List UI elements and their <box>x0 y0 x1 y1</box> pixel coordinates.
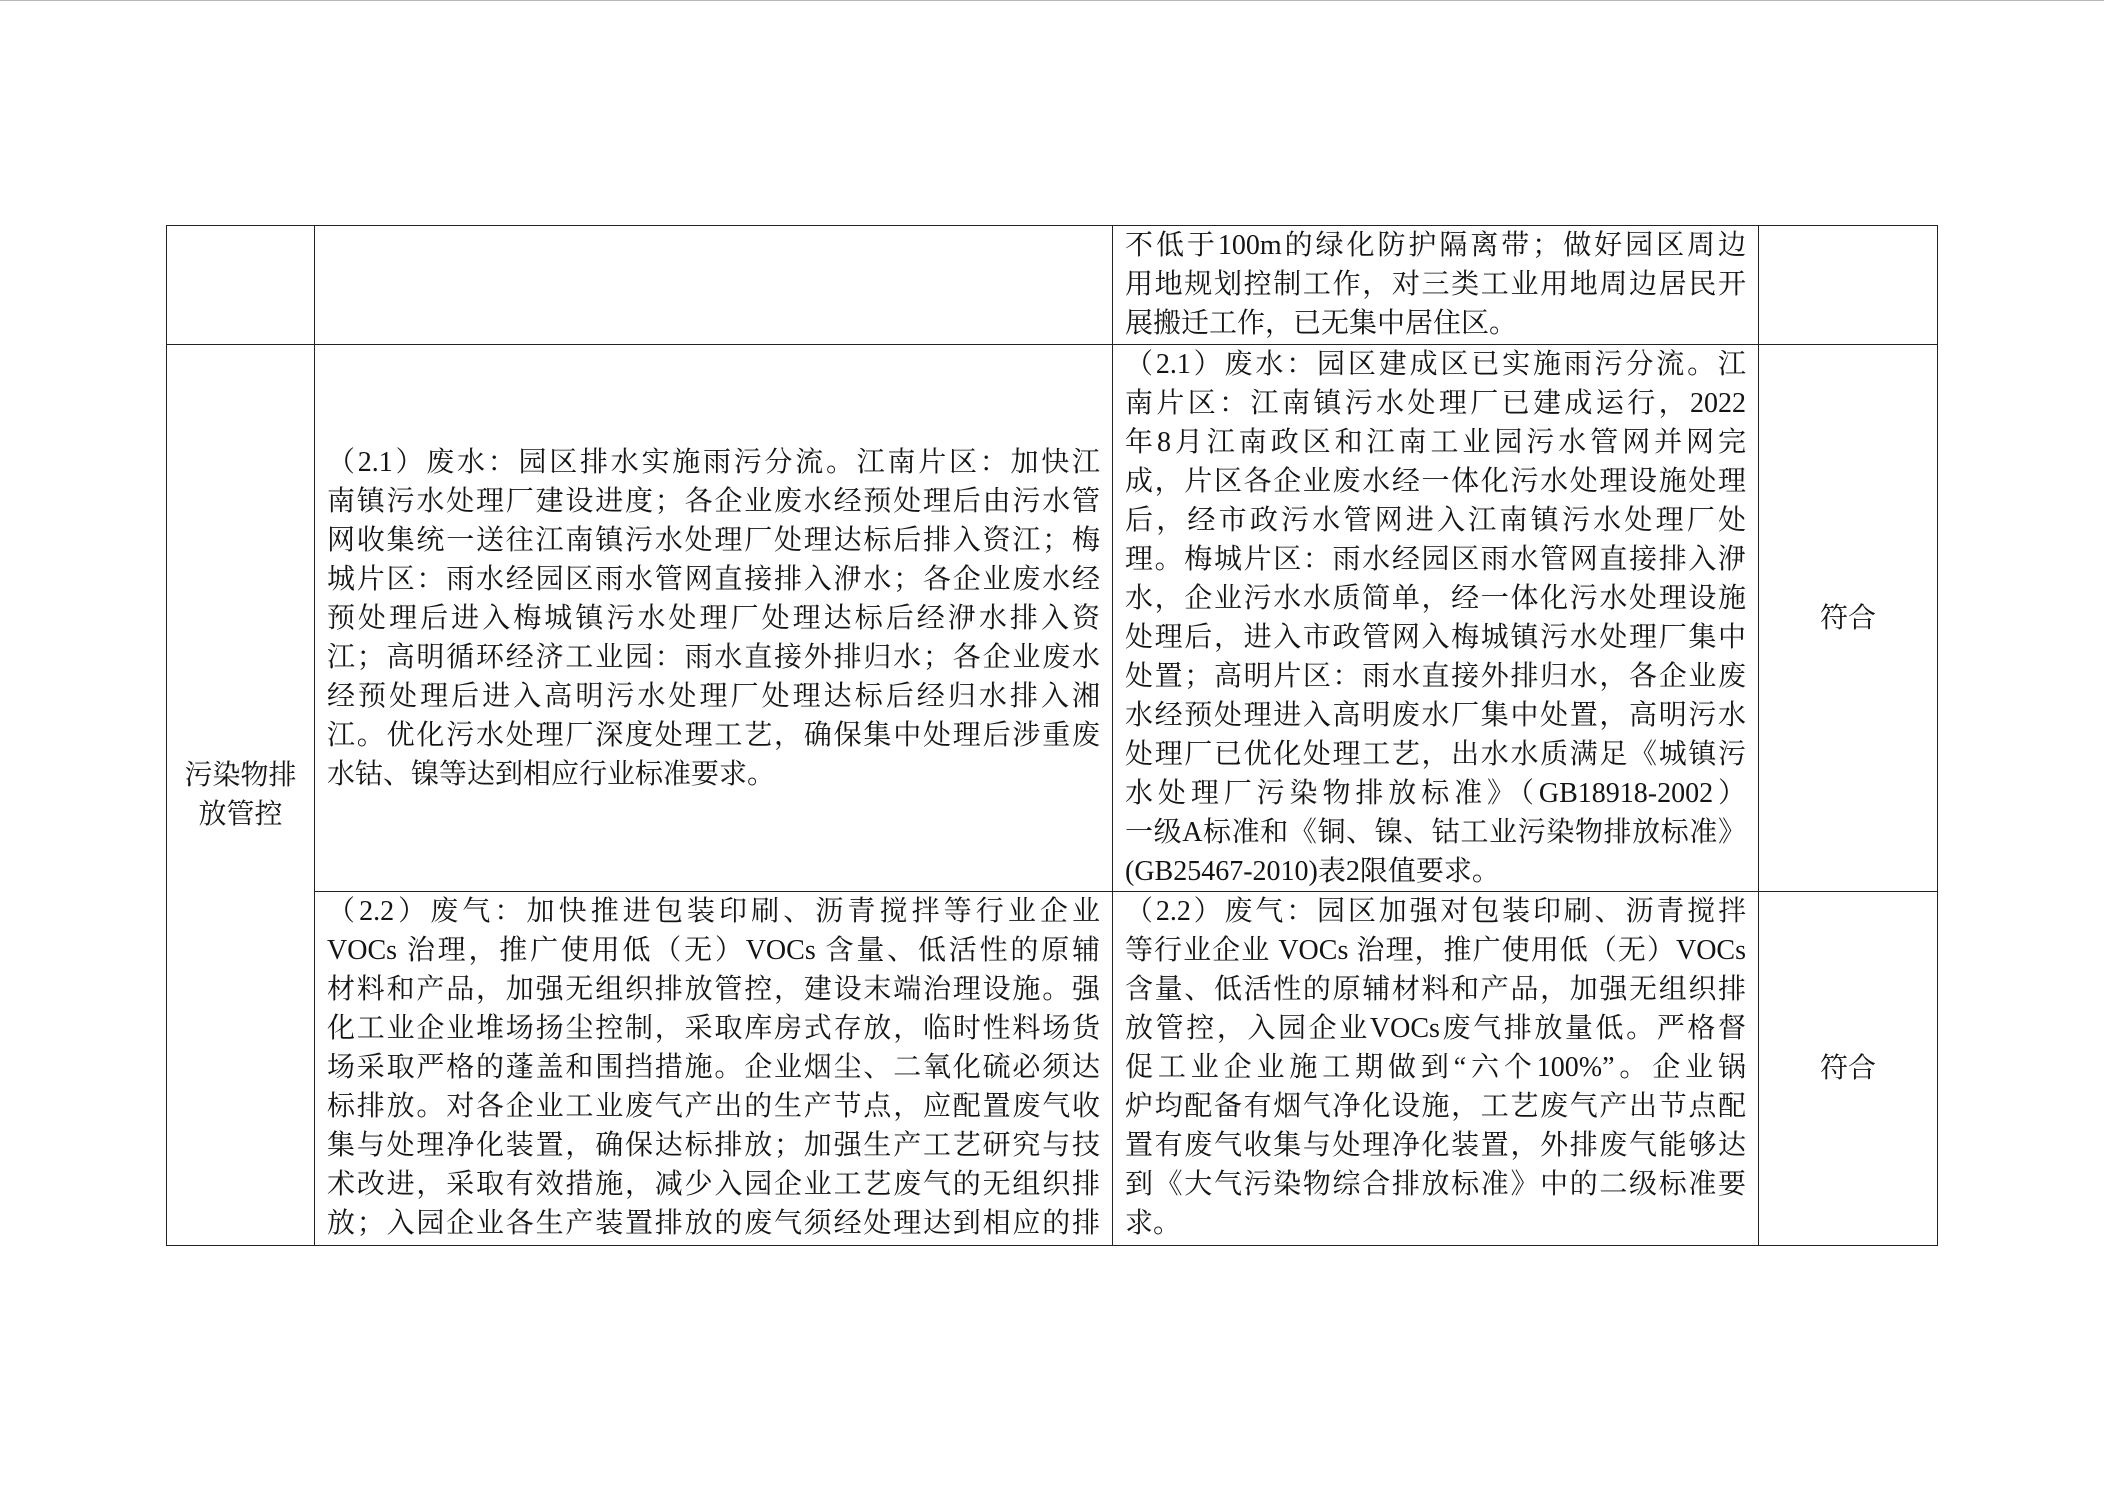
table-row <box>167 892 1938 1246</box>
implementation-line: 求。 <box>1125 1208 1182 1239</box>
implementation-line: 年8月江南政区和江南工业园污水管网并网完 <box>1125 427 1746 458</box>
category-line: 放管控 <box>198 799 283 830</box>
requirement-text <box>327 443 1100 794</box>
implementation-line: 不低于100m的绿化防护隔离带；做好园区周边 <box>1125 230 1746 261</box>
requirement-cell <box>315 345 1113 892</box>
requirement-line: 城片区：雨水经园区雨水管网直接排入洢水；各企业废水经 <box>327 563 1100 595</box>
implementation-cell <box>1113 345 1759 892</box>
implementation-text <box>1125 226 1746 343</box>
conclusion-text: 符合 <box>1819 1053 1876 1084</box>
implementation-line: 处置；高明片区：雨水直接外排归水，各企业废 <box>1125 661 1746 692</box>
implementation-text <box>1125 345 1746 891</box>
requirement-line: （2.1）废水：园区排水实施雨污分流。江南片区：加快江 <box>327 446 1100 478</box>
implementation-line: （2.1）废水：园区建成区已实施雨污分流。江 <box>1125 349 1746 380</box>
implementation-cell <box>1113 226 1759 345</box>
requirement-line: VOCs 治理，推广使用低（无）VOCs 含量、低活性的原辅 <box>327 935 1100 966</box>
conclusion-cell <box>1759 892 1938 1246</box>
table-row <box>167 345 1938 892</box>
implementation-line: 等行业企业 VOCs 治理，推广使用低（无）VOCs <box>1125 935 1746 966</box>
category-line: 污染物排 <box>184 760 297 791</box>
category-text <box>173 756 308 834</box>
implementation-line: 展搬迁工作，已无集中居住区。 <box>1125 308 1518 339</box>
implementation-line: 含量、低活性的原辅材料和产品，加强无组织排 <box>1125 974 1746 1005</box>
implementation-line: 促工业企业施工期做到“六个100%”。企业锅 <box>1125 1052 1746 1083</box>
requirement-line: 集与处理净化装置，确保达标排放；加强生产工艺研究与技 <box>327 1130 1100 1161</box>
requirement-text <box>327 892 1100 1243</box>
requirement-line: 预处理后进入梅城镇污水处理厂处理达标后经洢水排入资 <box>327 602 1100 634</box>
implementation-line: 处理厂已优化处理工艺，出水水质满足《城镇污 <box>1125 739 1746 770</box>
requirement-line: （2.2）废气：加快推进包装印刷、沥青搅拌等行业企业 <box>327 896 1100 927</box>
requirement-line: 术改进，采取有效措施，减少入园企业工艺废气的无组织排 <box>327 1169 1100 1200</box>
implementation-line: 用地规划控制工作，对三类工业用地周边居民开 <box>1125 269 1746 300</box>
implementation-cell <box>1113 892 1759 1246</box>
implementation-line: (GB25467-2010)表2限值要求。 <box>1125 856 1500 887</box>
implementation-line: 一级A标准和《铜、镍、钴工业污染物排放标准》 <box>1125 817 1746 848</box>
compliance-table <box>166 225 1938 1246</box>
requirement-line: 场采取严格的蓬盖和围挡措施。企业烟尘、二氧化硫必须达 <box>327 1052 1100 1083</box>
implementation-line: 理。梅城片区：雨水经园区雨水管网直接排入洢 <box>1125 544 1746 575</box>
requirement-line: 化工业企业堆场扬尘控制，采取库房式存放，临时性料场货 <box>327 1013 1100 1044</box>
requirement-line: 经预处理后进入高明污水处理厂处理达标后经归水排入湘 <box>327 680 1100 712</box>
conclusion-cell <box>1759 345 1938 892</box>
conclusion-text: 符合 <box>1819 602 1876 634</box>
table-row <box>167 226 1938 345</box>
implementation-line: 后，经市政污水管网进入江南镇污水处理厂处 <box>1125 505 1746 536</box>
implementation-text <box>1125 892 1746 1243</box>
requirement-line: 标排放。对各企业工业废气产出的生产节点，应配置废气收 <box>327 1091 1100 1122</box>
implementation-line: 成，片区各企业废水经一体化污水处理设施处理 <box>1125 466 1746 497</box>
requirement-cell <box>315 892 1113 1246</box>
implementation-line: 水，企业污水水质简单，经一体化污水处理设施 <box>1125 583 1746 614</box>
requirement-cell <box>315 226 1113 345</box>
implementation-line: 到《大气污染物综合排放标准》中的二级标准要 <box>1125 1169 1746 1200</box>
implementation-line: 置有废气收集与处理净化装置，外排废气能够达 <box>1125 1130 1746 1161</box>
category-cell <box>167 226 315 345</box>
page-edge <box>0 0 2104 1</box>
implementation-line: 炉均配备有烟气净化设施，工艺废气产出节点配 <box>1125 1091 1746 1122</box>
implementation-line: 放管控，入园企业VOCs废气排放量低。严格督 <box>1125 1013 1746 1044</box>
category-cell <box>167 345 315 1246</box>
requirement-line: 南镇污水处理厂建设进度；各企业废水经预处理后由污水管 <box>327 485 1100 517</box>
requirement-line: 江；高明循环经济工业园：雨水直接外排归水；各企业废水 <box>327 641 1100 673</box>
implementation-line: 水经预处理进入高明废水厂集中处置，高明污水 <box>1125 700 1746 731</box>
requirement-line: 放；入园企业各生产装置排放的废气须经处理达到相应的排 <box>327 1208 1100 1239</box>
requirement-line: 江。优化污水处理厂深度处理工艺，确保集中处理后涉重废 <box>327 719 1100 751</box>
implementation-line: 水处理厂污染物排放标准》（GB18918-2002） <box>1125 778 1746 809</box>
requirement-line: 网收集统一送往江南镇污水处理厂处理达标后排入资江；梅 <box>327 524 1100 556</box>
implementation-line: 南片区：江南镇污水处理厂已建成运行，2022 <box>1125 388 1746 419</box>
implementation-line: （2.2）废气：园区加强对包装印刷、沥青搅拌 <box>1125 896 1746 927</box>
requirement-line: 水钴、镍等达到相应行业标准要求。 <box>327 758 776 790</box>
conclusion-cell <box>1759 226 1938 345</box>
implementation-line: 处理后，进入市政管网入梅城镇污水处理厂集中 <box>1125 622 1746 653</box>
requirement-line: 材料和产品，加强无组织排放管控，建设末端治理设施。强 <box>327 974 1100 1005</box>
